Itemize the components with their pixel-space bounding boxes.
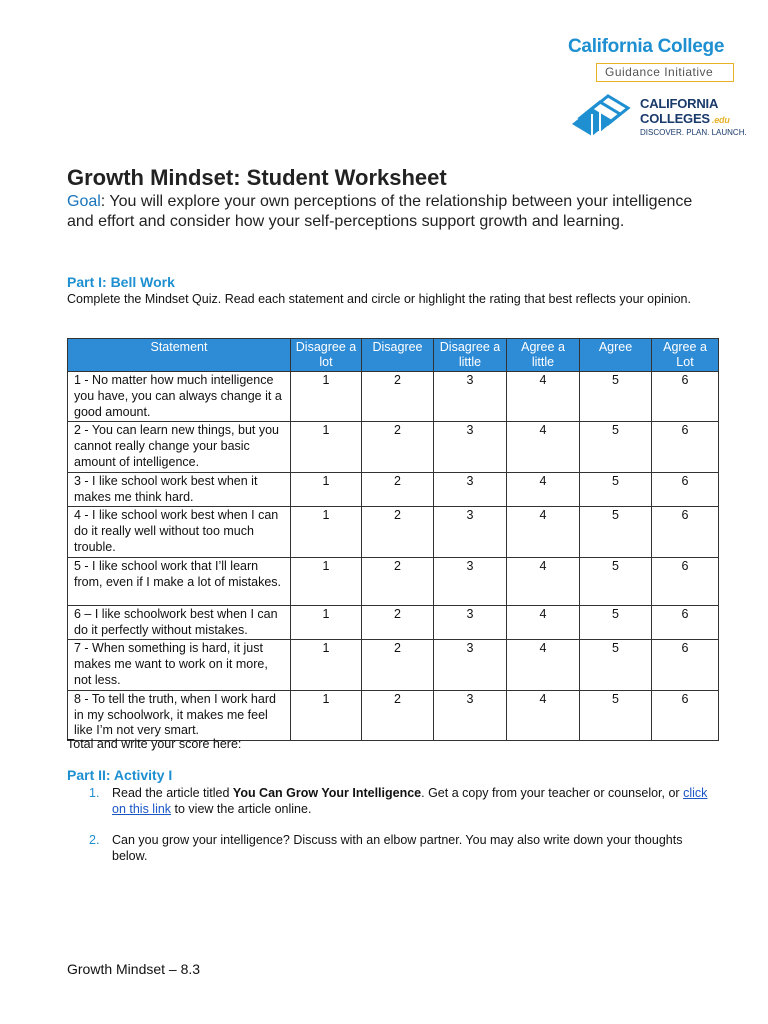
logo-tagline: DISCOVER. PLAN. LAUNCH. (640, 128, 747, 137)
part1-heading: Part I: Bell Work (67, 274, 175, 290)
california-college-guidance-initiative-logo (566, 36, 736, 84)
rating-option[interactable]: 3 (434, 605, 507, 640)
item-text: Can you grow your intelligence? Discuss with an elbow partner. You may also write down your thoughts below. (112, 833, 683, 863)
rating-option[interactable]: 1 (291, 690, 362, 740)
table-row (68, 422, 719, 472)
table-row (68, 507, 719, 557)
rating-option[interactable]: 4 (507, 472, 580, 507)
header-rating: Agree a Lot (652, 339, 719, 372)
header-rating: Agree (580, 339, 652, 372)
logo-title: California College (568, 36, 725, 57)
part1-instructions: Complete the Mindset Quiz. Read each statement and circle or highlight the rating that best reflects your opinion. (67, 292, 691, 306)
rating-option[interactable]: 6 (652, 372, 719, 422)
statement-cell: 8 - To tell the truth, when I work hard in my schoolwork, it makes me feel like I’m not very smart. (68, 690, 291, 740)
rating-option[interactable]: 2 (362, 507, 434, 557)
item1-text-after: to view the article online. (171, 802, 312, 816)
table-row (68, 640, 719, 690)
rating-option[interactable]: 6 (652, 605, 719, 640)
rating-option[interactable]: 2 (362, 640, 434, 690)
rating-option[interactable]: 4 (507, 605, 580, 640)
rating-option[interactable]: 5 (580, 690, 652, 740)
statement-cell: 2 - You can learn new things, but you cannot really change your basic amount of intelligence. (68, 422, 291, 472)
statement-cell: 5 - I like school work that I’ll learn from, even if I make a lot of mistakes. (68, 557, 291, 605)
logo-line-colleges (640, 111, 730, 126)
table-row (68, 372, 719, 422)
page-title: Growth Mindset: Student Worksheet (67, 165, 447, 190)
rating-option[interactable]: 5 (580, 372, 652, 422)
rating-option[interactable]: 4 (507, 372, 580, 422)
rating-option[interactable]: 6 (652, 690, 719, 740)
rating-option[interactable]: 2 (362, 472, 434, 507)
rating-option[interactable]: 4 (507, 422, 580, 472)
rating-option[interactable]: 1 (291, 605, 362, 640)
rating-option[interactable]: 3 (434, 422, 507, 472)
logo-edu-text: .edu (711, 115, 730, 125)
table-row (68, 690, 719, 740)
california-colleges-edu-logo (570, 92, 747, 152)
rating-option[interactable]: 1 (291, 640, 362, 690)
item1-text-middle: . Get a copy from your teacher or counselor, or (421, 786, 684, 800)
rating-option[interactable]: 3 (434, 557, 507, 605)
rating-option[interactable]: 5 (580, 640, 652, 690)
rating-option[interactable]: 2 (362, 605, 434, 640)
rating-option[interactable]: 4 (507, 640, 580, 690)
header-statement: Statement (68, 339, 291, 372)
rating-option[interactable]: 1 (291, 422, 362, 472)
page-footer: Growth Mindset – 8.3 (67, 961, 201, 977)
logo-subtitle-box (596, 63, 734, 82)
statement-cell: 4 - I like school work best when I can do it really well without too much trouble. (68, 507, 291, 557)
rating-option[interactable]: 3 (434, 472, 507, 507)
rating-option[interactable]: 6 (652, 640, 719, 690)
header-rating: Disagree a little (434, 339, 507, 372)
rating-option[interactable]: 5 (580, 472, 652, 507)
item-number: 1. (89, 786, 100, 800)
total-score-prompt: Total and write your score here: (67, 737, 242, 751)
rating-option[interactable]: 1 (291, 507, 362, 557)
statement-cell: 3 - I like school work best when it makes me think hard. (68, 472, 291, 507)
rating-option[interactable]: 1 (291, 472, 362, 507)
table-header-row (68, 339, 719, 372)
layered-chevron-icon (570, 94, 634, 146)
rating-option[interactable]: 5 (580, 422, 652, 472)
rating-option[interactable]: 4 (507, 690, 580, 740)
goal-text: : You will explore your own perceptions of the relationship between your intelligence and effort and consider how your self-perceptions support growth and learning. (67, 193, 693, 230)
quiz-table-body (68, 372, 719, 741)
rating-option[interactable]: 4 (507, 507, 580, 557)
rating-option[interactable]: 5 (580, 507, 652, 557)
rating-option[interactable]: 3 (434, 507, 507, 557)
rating-option[interactable]: 6 (652, 422, 719, 472)
item-number: 2. (89, 833, 100, 847)
article-link[interactable]: click on this link (112, 786, 708, 816)
rating-option[interactable]: 3 (434, 690, 507, 740)
table-row (68, 472, 719, 507)
rating-option[interactable]: 6 (652, 507, 719, 557)
rating-option[interactable]: 1 (291, 372, 362, 422)
logo-line-california: CALIFORNIA (640, 96, 719, 111)
mindset-quiz-table (67, 338, 719, 741)
header-rating: Disagree (362, 339, 434, 372)
item-text (112, 785, 712, 817)
rating-option[interactable]: 2 (362, 690, 434, 740)
logo-colleges-text: COLLEGES (640, 111, 710, 126)
rating-option[interactable]: 2 (362, 422, 434, 472)
table-row (68, 605, 719, 640)
article-title: You Can Grow Your Intelligence (232, 786, 422, 800)
rating-option[interactable]: 2 (362, 372, 434, 422)
rating-option[interactable]: 6 (652, 472, 719, 507)
rating-option[interactable]: 5 (580, 557, 652, 605)
logo-subtitle: Guidance Initiative (605, 65, 714, 79)
header-rating: Agree a little (507, 339, 580, 372)
activity-item-1 (67, 785, 717, 819)
item1-text-before: Read the article titled (112, 786, 233, 800)
statement-cell: 6 – I like schoolwork best when I can do it perfectly without mistakes. (68, 605, 291, 640)
rating-option[interactable]: 1 (291, 557, 362, 605)
rating-option[interactable]: 2 (362, 557, 434, 605)
rating-option[interactable]: 6 (652, 557, 719, 605)
goal-label: Goal (67, 193, 101, 210)
rating-option[interactable]: 5 (580, 605, 652, 640)
table-row (68, 557, 719, 605)
statement-cell: 1 - No matter how much intelligence you have, you can always change it a good amount. (68, 372, 291, 422)
rating-option[interactable]: 4 (507, 557, 580, 605)
rating-option[interactable]: 3 (434, 372, 507, 422)
rating-option[interactable]: 3 (434, 640, 507, 690)
part2-heading: Part II: Activity I (67, 767, 173, 783)
goal-paragraph (67, 192, 707, 231)
header-rating: Disagree a lot (291, 339, 362, 372)
statement-cell: 7 - When something is hard, it just makes me want to work on it more, not less. (68, 640, 291, 690)
activity-item-2 (67, 832, 717, 866)
